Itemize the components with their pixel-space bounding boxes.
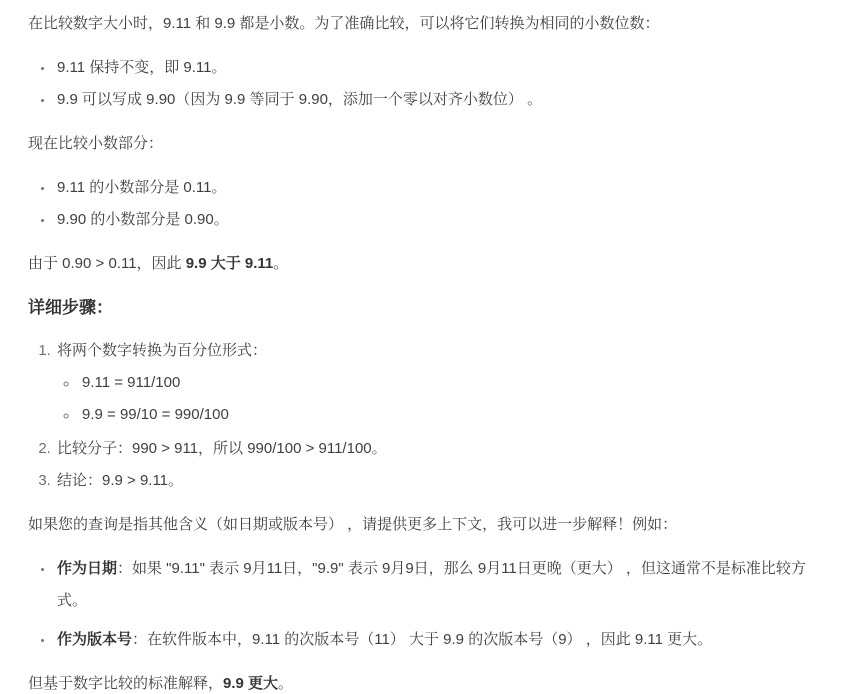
paragraph-conclusion [28,248,823,280]
list-item: • 9.11 的小数部分是 0.11。 [54,172,823,204]
step-item [55,335,823,431]
align-decimals-list [28,52,823,116]
step-item: 2. 比较分子：990 > 911，所以 990/100 > 911/100。 [55,433,823,465]
list-item: • 9.9 可以写成 9.90（因为 9.9 等同于 9.90，添加一个零以对齐小数位） 。 [54,84,823,116]
conclusion-bold: 9.9 大于 9.11 [185,255,274,272]
final-period: 。 [278,675,294,692]
sub-item: ◦ 9.9 = 99/10 = 990/100 [78,399,823,431]
alternatives-list [28,553,823,656]
list-item: • 9.90 的小数部分是 0.90。 [54,204,823,236]
section-heading-steps: 详细步骤： [28,298,113,317]
alt-label-version: 作为版本号 [57,631,133,648]
paragraph-compare: 现在比较小数部分： [28,135,164,152]
paragraph-intro: 在比较数字大小时，9.11 和 9.9 都是小数。为了准确比较，可以将它们转换为相同的小数位数： [28,15,660,32]
alt-text-date: ：如果 "9.11" 表示 9月11日，"9.9" 表示 9月9日，那么 9月11日更晚（更大） ，但这通常不是标准比较方式。 [57,560,806,609]
final-text: 但基于数字比较的标准解释， [28,675,224,692]
alt-text-version: ：在软件版本中，9.11 的次版本号（11） 大于 9.9 的次版本号（9） ，因此 9.11 更大。 [132,631,713,648]
paragraph-final [28,668,823,694]
list-item [54,553,823,617]
list-item: • 9.11 保持不变，即 9.11。 [54,52,823,84]
decimal-parts-list [28,172,823,236]
step-text: 将两个数字转换为百分位形式： [57,342,268,359]
final-bold: 9.9 更大 [223,675,279,692]
alt-label-date: 作为日期 [57,560,118,577]
conclusion-text: 由于 0.90 > 0.11，因此 [28,255,186,272]
paragraph-alternatives: 如果您的查询是指其他含义（如日期或版本号） ，请提供更多上下文，我可以进一步解释！例如： [28,516,678,533]
conclusion-period: 。 [273,255,289,272]
list-item [54,624,823,656]
steps-list [28,335,823,497]
fractions-sublist [57,367,823,431]
sub-item: ◦ 9.11 = 911/100 [78,367,823,399]
step-item: 3. 结论：9.9 > 9.11。 [55,465,823,497]
